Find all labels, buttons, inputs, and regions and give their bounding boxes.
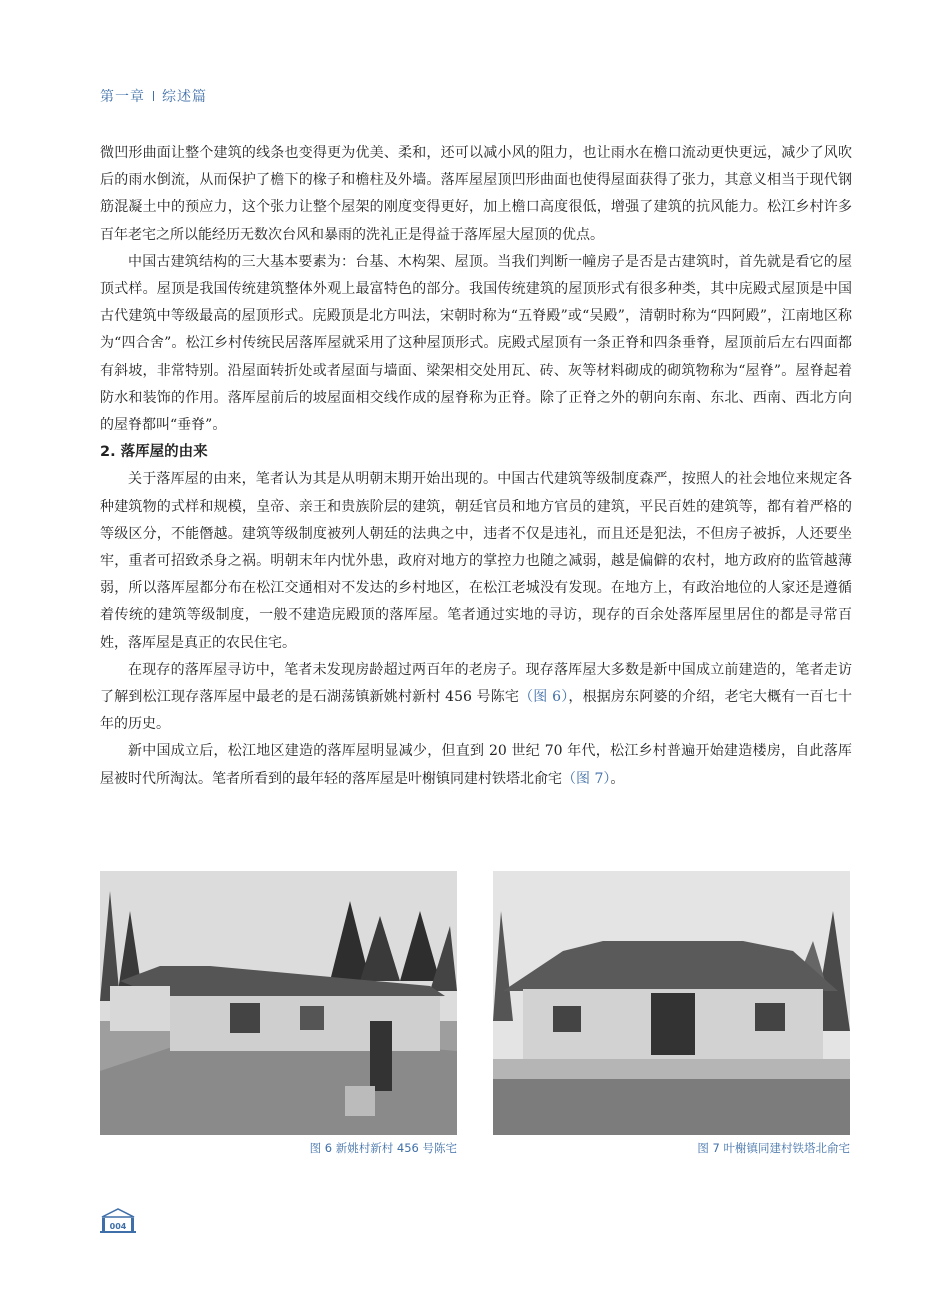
paragraph-2: 中国古建筑结构的三大基本要素为：台基、木构架、屋顶。当我们判断一幢房子是否是古建筑时，首先就是看它的屋顶式样。屋顶是我国传统建筑整体外观上最富特色的部分。我国传统建筑的屋顶形式有很多种类，其中庑殿式屋顶是中国古代建筑中等级最高的屋顶形式。庑殿顶是北方叫法，宋朝时称为“五脊殿”或“吴殿”，清朝时称为“四阿殿”，江南地区称为“四合舍”。松江乡村传统民居落厍屋就采用了这种屋顶形式。庑殿式屋顶有一条正脊和四条垂脊，屋顶前后左右四面都有斜坡，非常特别。沿屋面转折处或者屋面与墙面、梁架相交处用瓦、砖、灰等材料砌成的砌筑物称为“屋脊”。屋脊起着防水和装饰的作用。落厍屋前后的坡屋面相交线作成的屋脊称为正脊。除了正脊之外的朝向东南、东北、西南、西北方向的屋脊都叫“垂脊”。 xyxy=(100,253,852,434)
running-header xyxy=(100,86,207,106)
figure-7-illustration xyxy=(493,871,850,1135)
paragraph-4-text: 在现存的落厍屋寻访中，笔者未发现房龄超过两百年的老房子。现存落厍屋大多数是新中国成立前建造的，笔者走访了解到松江现存落厍屋中最老的是石湖荡镇新姚村新村 456 号陈宅 xyxy=(100,661,852,706)
chapter-label: 第一章 xyxy=(100,89,145,105)
section-label: 综述篇 xyxy=(162,89,207,105)
header-separator xyxy=(153,91,154,101)
page-number-logo xyxy=(98,1205,138,1235)
paragraph-5-text: 新中国成立后，松江地区建造的落厍屋明显减少，但直到 20 世纪 70 年代，松江乡村普遍开始建造楼房，自此落厍屋被时代所淘汰。笔者所看到的最年轻的落厍屋是叶榭镇同建村铁塔北俞宅 xyxy=(100,743,852,787)
section-heading: 2. 落厍屋的由来 xyxy=(100,444,208,461)
figure-7-photo xyxy=(493,871,850,1135)
article-body xyxy=(100,140,852,793)
figure-6-photo xyxy=(100,871,457,1135)
page-number: 004 xyxy=(109,1222,127,1231)
paragraph-5-tail: 。 xyxy=(610,770,625,787)
figure-6-reference[interactable]: （图 6） xyxy=(519,689,569,706)
figure-6-caption: 图 6 新姚村新村 456 号陈宅 xyxy=(309,1141,457,1155)
paragraph-1: 微凹形曲面让整个建筑的线条也变得更为优美、柔和，还可以减小风的阻力，也让雨水在檐口流动更快更远，减少了风吹后的雨水倒流，从而保护了檐下的椽子和檐柱及外墙。落厍屋屋顶凹形曲面也使得屋面获得了张力，其意义相当于现代钢筋混凝土中的预应力，这个张力让整个屋架的刚度变得更好，加上檐口高度很低，增强了建筑的抗风能力。松江乡村许多百年老宅之所以能经历无数次台风和暴雨的洗礼正是得益于落厍屋大屋顶的优点。 xyxy=(100,145,852,243)
paragraph-4 xyxy=(100,657,852,739)
paragraph-3: 关于落厍屋的由来，笔者认为其是从明朝末期开始出现的。中国古代建筑等级制度森严，按照人的社会地位来规定各种建筑物的式样和规模，皇帝、亲王和贵族阶层的建筑，朝廷官员和地方官员的建筑，平民百姓的建筑等，都有着严格的等级区分，不能僭越。建筑等级制度被列人朝廷的法典之中，违者不仅是违礼，而且还是犯法，不但房子被拆，人还要坐牢，重者可招致杀身之祸。明朝末年内忧外患，政府对地方的掌控力也随之减弱，越是偏僻的农村，地方政府的监管越薄弱，所以落厍屋都分布在松江交通相对不发达的乡村地区，在松江老城没有发现。在地方上，有政治地位的人家还是遵循着传统的建筑等级制度，一般不建造庑殿顶的落厍屋。笔者通过实地的寻访，现存的百余处落厍屋里居住的都是寻常百姓，落厍屋是真正的农民住宅。 xyxy=(100,471,852,651)
figure-7-reference[interactable]: （图 7） xyxy=(562,770,611,787)
figure-7-caption: 图 7 叶榭镇同建村铁塔北俞宅 xyxy=(697,1141,850,1155)
figure-6-illustration xyxy=(100,871,457,1135)
paragraph-4-tail: ，根据房东阿婆的介绍，老宅大概有一百七十年的历史。 xyxy=(100,689,853,733)
paragraph-5 xyxy=(100,738,852,792)
